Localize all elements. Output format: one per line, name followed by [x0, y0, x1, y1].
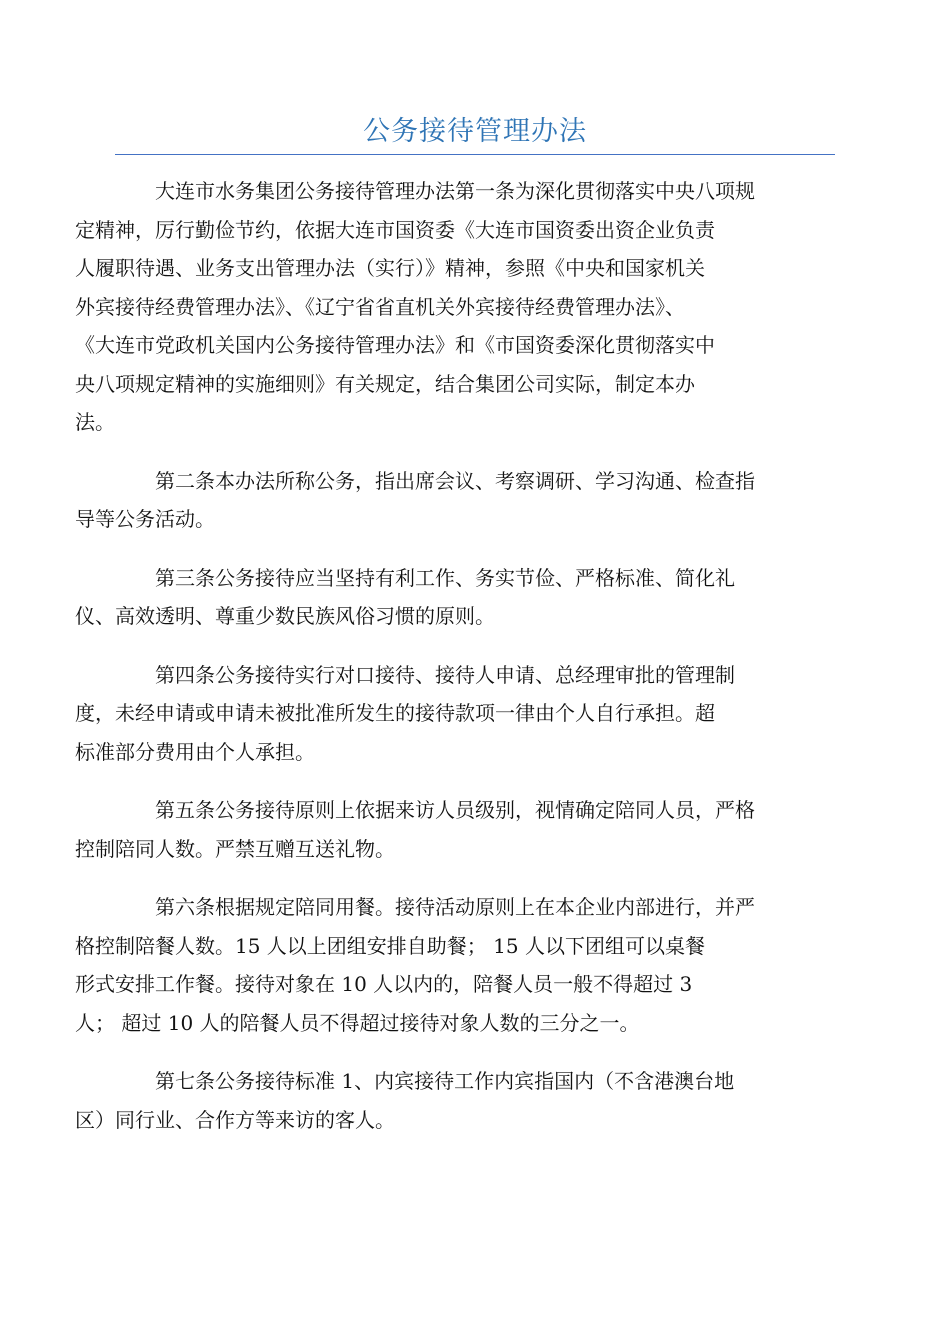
- text-line: 《大连市党政机关国内公务接待管理办法》和《市国资委深化贯彻落实中: [75, 333, 715, 357]
- text-line: 标准部分费用由个人承担。: [75, 739, 315, 764]
- paragraph-article-2: [75, 462, 835, 539]
- paragraph-article-1: [75, 172, 835, 442]
- document-body: [75, 172, 835, 1159]
- text-line: 法。: [75, 410, 115, 434]
- text-line: 控制陪同人数。严禁互赠互送礼物。: [75, 836, 395, 861]
- paragraph-article-6: [75, 888, 835, 1042]
- text-line: 第四条公务接待实行对口接待、接待人申请、总经理审批的管理制: [155, 662, 735, 687]
- text-line: 第三条公务接待应当坚持有利工作、务实节俭、严格标准、简化礼: [155, 565, 735, 590]
- paragraph-article-5: [75, 791, 835, 868]
- text-line: 第二条本办法所称公务，指出席会议、考察调研、学习沟通、检查指: [155, 468, 755, 493]
- text-line: 人履职待遇、业务支出管理办法（实行）》精神，参照《中央和国家机关: [75, 256, 705, 280]
- text-line: 人； 超过 10 人的陪餐人员不得超过接待对象人数的三分之一。: [75, 1010, 640, 1035]
- text-line: 央八项规定精神的实施细则》有关规定，结合集团公司实际，制定本办: [75, 371, 695, 396]
- title-underline: [115, 154, 835, 155]
- text-line: 区）同行业、合作方等来访的客人。: [75, 1107, 395, 1132]
- text-line: 大连市水务集团公务接待管理办法第一条为深化贯彻落实中央八项规: [155, 179, 755, 203]
- text-line: 第五条公务接待原则上依据来访人员级别，视情确定陪同人员，严格: [155, 798, 755, 822]
- text-line: 定精神，厉行勤俭节约，依据大连市国资委《大连市国资委出资企业负责: [75, 217, 715, 242]
- text-line: 导等公务活动。: [75, 507, 215, 531]
- text-line: 第六条根据规定陪同用餐。接待活动原则上在本企业内部进行，并严: [155, 895, 755, 919]
- paragraph-article-7: [75, 1062, 835, 1139]
- paragraph-article-4: [75, 656, 835, 772]
- text-line: 外宾接待经费管理办法》、《辽宁省省直机关外宾接待经费管理办法》、: [75, 294, 685, 319]
- text-line: 格控制陪餐人数。15 人以上团组安排自助餐； 15 人以下团组可以桌餐: [75, 933, 705, 958]
- text-line: 度，未经申请或申请未被批准所发生的接待款项一律由个人自行承担。超: [75, 701, 715, 725]
- text-line: 仪、高效透明、尊重少数民族风俗习惯的原则。: [75, 604, 495, 628]
- text-line: 形式安排工作餐。接待对象在 10 人以内的，陪餐人员一般不得超过 3: [75, 972, 693, 996]
- paragraph-article-3: [75, 559, 835, 636]
- document-title: 公务接待管理办法: [363, 116, 587, 147]
- text-line: 第七条公务接待标准 1、内宾接待工作内宾指国内（不含港澳台地: [155, 1069, 735, 1093]
